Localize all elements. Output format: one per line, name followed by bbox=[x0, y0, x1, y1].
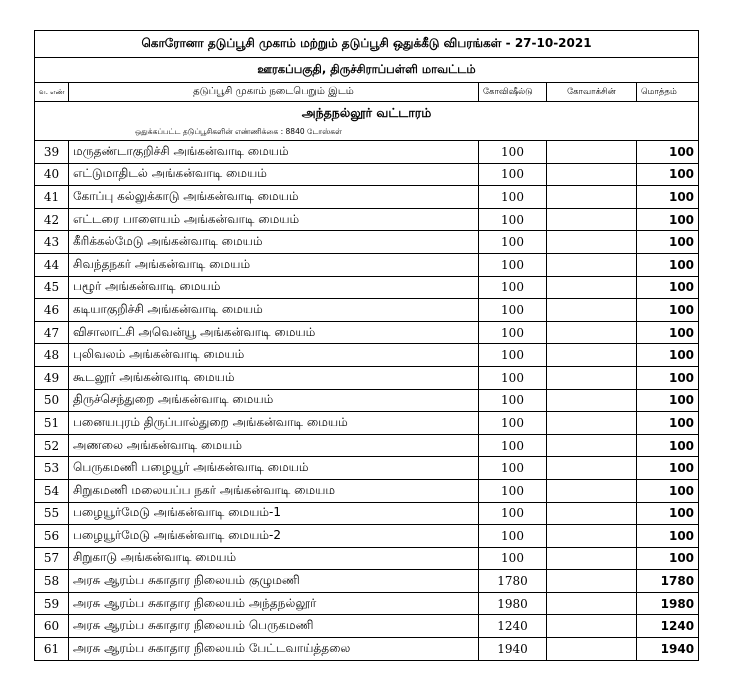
table-row bbox=[35, 457, 699, 480]
row-serial-number: 55 bbox=[35, 502, 69, 525]
row-covaxin-doses bbox=[547, 479, 637, 502]
allocation-row bbox=[35, 124, 699, 141]
column-header-total: மொத்தம் bbox=[637, 83, 699, 102]
row-covaxin-doses bbox=[547, 276, 637, 299]
table-row bbox=[35, 615, 699, 638]
row-serial-number: 52 bbox=[35, 434, 69, 457]
row-camp-place: பழூர் அங்கன்வாடி மையம் bbox=[69, 276, 479, 299]
row-covishield-doses: 100 bbox=[479, 366, 547, 389]
table-row bbox=[35, 547, 699, 570]
row-total-doses: 100 bbox=[637, 525, 699, 548]
row-total-doses: 100 bbox=[637, 186, 699, 209]
row-covishield-doses: 100 bbox=[479, 389, 547, 412]
table-row bbox=[35, 592, 699, 615]
row-covishield-doses: 1240 bbox=[479, 615, 547, 638]
row-covaxin-doses bbox=[547, 344, 637, 367]
row-camp-place: கோப்பு கல்லுக்காடு அங்கன்வாடி மையம் bbox=[69, 186, 479, 209]
row-serial-number: 42 bbox=[35, 208, 69, 231]
row-covaxin-doses bbox=[547, 592, 637, 615]
row-total-doses: 1240 bbox=[637, 615, 699, 638]
row-serial-number: 41 bbox=[35, 186, 69, 209]
sheet-subtitle: ஊரகப்பகுதி, திருச்சிராப்பள்ளி மாவட்டம் bbox=[35, 58, 699, 83]
row-covishield-doses: 100 bbox=[479, 231, 547, 254]
row-covaxin-doses bbox=[547, 570, 637, 593]
table-row bbox=[35, 231, 699, 254]
row-total-doses: 100 bbox=[637, 502, 699, 525]
table-row bbox=[35, 389, 699, 412]
row-camp-place: பனையபுரம் திருப்பால்துறை அங்கன்வாடி மையம் bbox=[69, 412, 479, 435]
table-row bbox=[35, 186, 699, 209]
row-covishield-doses: 100 bbox=[479, 479, 547, 502]
row-covaxin-doses bbox=[547, 163, 637, 186]
row-total-doses: 1980 bbox=[637, 592, 699, 615]
row-camp-place: மருதண்டாகுறிச்சி அங்கன்வாடி மையம் bbox=[69, 141, 479, 164]
row-covaxin-doses bbox=[547, 299, 637, 322]
row-covishield-doses: 100 bbox=[479, 253, 547, 276]
table-row bbox=[35, 570, 699, 593]
row-covaxin-doses bbox=[547, 253, 637, 276]
row-total-doses: 1940 bbox=[637, 638, 699, 661]
subtitle-row bbox=[35, 58, 699, 83]
row-total-doses: 100 bbox=[637, 321, 699, 344]
row-covishield-doses: 100 bbox=[479, 276, 547, 299]
row-serial-number: 61 bbox=[35, 638, 69, 661]
table-row bbox=[35, 141, 699, 164]
row-camp-place: கீரிக்கல்மேடு அங்கன்வாடி மையம் bbox=[69, 231, 479, 254]
row-covishield-doses: 100 bbox=[479, 141, 547, 164]
table-row bbox=[35, 638, 699, 661]
row-camp-place: எட்டரை பாளையம் அங்கன்வாடி மையம் bbox=[69, 208, 479, 231]
column-header-row bbox=[35, 83, 699, 102]
row-covishield-doses: 100 bbox=[479, 525, 547, 548]
row-covaxin-doses bbox=[547, 231, 637, 254]
vaccination-camp-table bbox=[34, 30, 699, 661]
row-covishield-doses: 100 bbox=[479, 547, 547, 570]
row-serial-number: 47 bbox=[35, 321, 69, 344]
table-row bbox=[35, 344, 699, 367]
row-covishield-doses: 100 bbox=[479, 186, 547, 209]
row-camp-place: சிறுகாடு அங்கன்வாடி மையம் bbox=[69, 547, 479, 570]
row-camp-place: சிறுகமணி மலையப்ப நகர் அங்கன்வாடி மையம bbox=[69, 479, 479, 502]
row-covaxin-doses bbox=[547, 321, 637, 344]
row-total-doses: 100 bbox=[637, 208, 699, 231]
row-camp-place: புலிவலம் அங்கன்வாடி மையம் bbox=[69, 344, 479, 367]
column-header-place: தடுப்பூசி முகாம் நடைபெறும் இடம் bbox=[69, 83, 479, 102]
row-covaxin-doses bbox=[547, 366, 637, 389]
row-covishield-doses: 100 bbox=[479, 299, 547, 322]
row-camp-place: சிவந்தநகர் அங்கன்வாடி மையம் bbox=[69, 253, 479, 276]
row-covaxin-doses bbox=[547, 525, 637, 548]
row-camp-place: திருச்செந்துறை அங்கன்வாடி மையம் bbox=[69, 389, 479, 412]
table-row bbox=[35, 208, 699, 231]
row-serial-number: 46 bbox=[35, 299, 69, 322]
row-serial-number: 60 bbox=[35, 615, 69, 638]
row-covishield-doses: 1980 bbox=[479, 592, 547, 615]
sheet-title: கொரோனா தடுப்பூசி முகாம் மற்றும் தடுப்பூசி ஒதுக்கீடு விபரங்கள் - 27-10-2021 bbox=[35, 31, 699, 58]
row-covaxin-doses bbox=[547, 389, 637, 412]
row-total-doses: 100 bbox=[637, 366, 699, 389]
row-camp-place: பெருகமணி பழையூர் அங்கன்வாடி மையம் bbox=[69, 457, 479, 480]
row-covishield-doses: 100 bbox=[479, 344, 547, 367]
row-serial-number: 54 bbox=[35, 479, 69, 502]
column-header-covishield: கோவிஷீல்டு bbox=[479, 83, 547, 102]
table-row bbox=[35, 299, 699, 322]
table-row bbox=[35, 276, 699, 299]
row-camp-place: கடியாகுறிச்சி அங்கன்வாடி மையம் bbox=[69, 299, 479, 322]
row-total-doses: 100 bbox=[637, 457, 699, 480]
row-covishield-doses: 100 bbox=[479, 502, 547, 525]
row-covishield-doses: 1940 bbox=[479, 638, 547, 661]
row-covaxin-doses bbox=[547, 638, 637, 661]
row-total-doses: 100 bbox=[637, 479, 699, 502]
row-covishield-doses: 100 bbox=[479, 321, 547, 344]
row-covishield-doses: 100 bbox=[479, 412, 547, 435]
row-covaxin-doses bbox=[547, 434, 637, 457]
row-camp-place: பழையூர்மேடு அங்கன்வாடி மையம்-2 bbox=[69, 525, 479, 548]
row-serial-number: 40 bbox=[35, 163, 69, 186]
row-camp-place: அரசு ஆரம்ப சுகாதார நிலையம் பெருகமணி bbox=[69, 615, 479, 638]
row-covaxin-doses bbox=[547, 615, 637, 638]
table-row bbox=[35, 502, 699, 525]
row-serial-number: 44 bbox=[35, 253, 69, 276]
table-row bbox=[35, 479, 699, 502]
row-total-doses: 100 bbox=[637, 141, 699, 164]
row-covishield-doses: 100 bbox=[479, 434, 547, 457]
row-serial-number: 58 bbox=[35, 570, 69, 593]
row-total-doses: 100 bbox=[637, 547, 699, 570]
row-total-doses: 100 bbox=[637, 389, 699, 412]
row-total-doses: 1780 bbox=[637, 570, 699, 593]
table-row bbox=[35, 366, 699, 389]
row-serial-number: 53 bbox=[35, 457, 69, 480]
row-serial-number: 45 bbox=[35, 276, 69, 299]
row-covaxin-doses bbox=[547, 457, 637, 480]
row-covaxin-doses bbox=[547, 502, 637, 525]
row-camp-place: கூடலூர் அங்கன்வாடி மையம் bbox=[69, 366, 479, 389]
row-total-doses: 100 bbox=[637, 163, 699, 186]
row-covishield-doses: 100 bbox=[479, 163, 547, 186]
row-camp-place: அரசு ஆரம்ப சுகாதார நிலையம் அந்தநல்லூர் bbox=[69, 592, 479, 615]
table-row bbox=[35, 163, 699, 186]
allocation-text: ஒதுக்கப்பட்ட தடுப்பூசிகளின் எண்ணிக்கை : 8840 டோஸ்கள் bbox=[35, 124, 699, 141]
block-name: அந்தநல்லூர் வட்டாரம் bbox=[35, 102, 699, 125]
row-serial-number: 59 bbox=[35, 592, 69, 615]
row-serial-number: 49 bbox=[35, 366, 69, 389]
row-serial-number: 57 bbox=[35, 547, 69, 570]
row-total-doses: 100 bbox=[637, 299, 699, 322]
column-header-sno: வ. எண் bbox=[35, 83, 69, 102]
title-row bbox=[35, 31, 699, 58]
row-covaxin-doses bbox=[547, 208, 637, 231]
row-total-doses: 100 bbox=[637, 412, 699, 435]
row-total-doses: 100 bbox=[637, 276, 699, 299]
row-serial-number: 51 bbox=[35, 412, 69, 435]
row-camp-place: அணலை அங்கன்வாடி மையம் bbox=[69, 434, 479, 457]
row-total-doses: 100 bbox=[637, 344, 699, 367]
row-serial-number: 48 bbox=[35, 344, 69, 367]
row-covaxin-doses bbox=[547, 412, 637, 435]
table-row bbox=[35, 321, 699, 344]
table-row bbox=[35, 412, 699, 435]
row-serial-number: 39 bbox=[35, 141, 69, 164]
row-covishield-doses: 1780 bbox=[479, 570, 547, 593]
row-covaxin-doses bbox=[547, 141, 637, 164]
block-name-row bbox=[35, 102, 699, 125]
row-serial-number: 56 bbox=[35, 525, 69, 548]
row-camp-place: விசாலாட்சி அவென்யூ அங்கன்வாடி மையம் bbox=[69, 321, 479, 344]
row-covishield-doses: 100 bbox=[479, 208, 547, 231]
row-camp-place: பழையூர்மேடு அங்கன்வாடி மையம்-1 bbox=[69, 502, 479, 525]
table-row bbox=[35, 253, 699, 276]
row-total-doses: 100 bbox=[637, 231, 699, 254]
row-total-doses: 100 bbox=[637, 253, 699, 276]
row-camp-place: அரசு ஆரம்ப சுகாதார நிலையம் பேட்டவாய்த்தலை bbox=[69, 638, 479, 661]
row-total-doses: 100 bbox=[637, 434, 699, 457]
table-row bbox=[35, 525, 699, 548]
table-row bbox=[35, 434, 699, 457]
row-covaxin-doses bbox=[547, 186, 637, 209]
row-covaxin-doses bbox=[547, 547, 637, 570]
row-camp-place: அரசு ஆரம்ப சுகாதார நிலையம் குழுமணி bbox=[69, 570, 479, 593]
row-serial-number: 50 bbox=[35, 389, 69, 412]
row-camp-place: எட்டுமாதிடல் அங்கன்வாடி மையம் bbox=[69, 163, 479, 186]
column-header-covaxin: கோவாக்சின் bbox=[547, 83, 637, 102]
row-covishield-doses: 100 bbox=[479, 457, 547, 480]
row-serial-number: 43 bbox=[35, 231, 69, 254]
